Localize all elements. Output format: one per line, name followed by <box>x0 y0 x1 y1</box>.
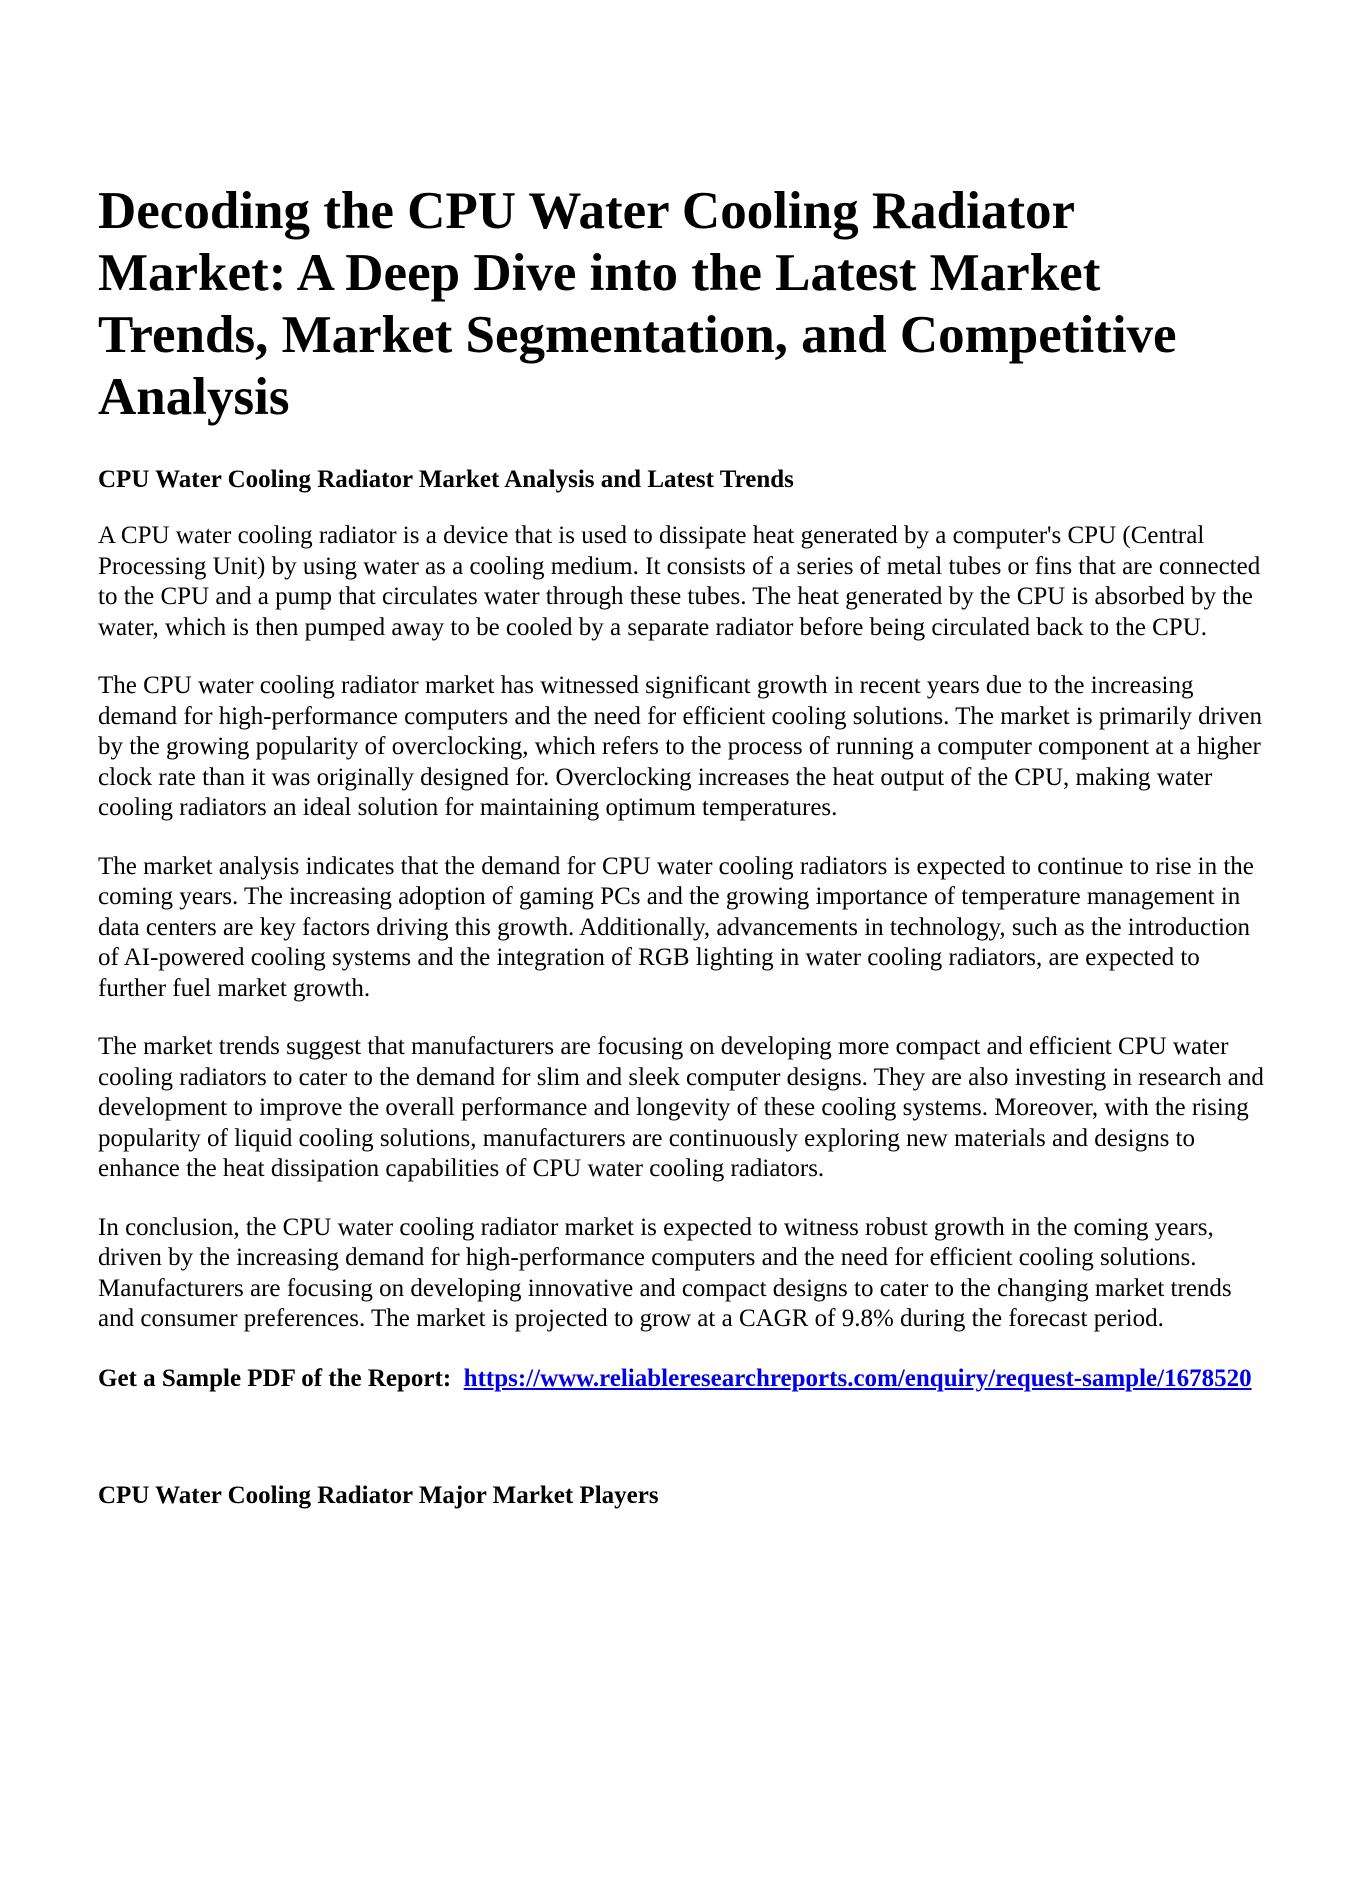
sample-pdf-line <box>98 1363 1268 1394</box>
paragraph-conclusion: In conclusion, the CPU water cooling radiator market is expected to witness robust growth in the coming years, driven by the increasing demand for high-performance computers and the need for efficient cooling solutions. Manufacturers are focusing on developing innovative and compact designs to cater to the changing market trends and consumer preferences. The market is projected to grow at a CAGR of 9.8% during the forecast period. <box>98 1213 1232 1332</box>
paragraph-trends: The market trends suggest that manufacturers are focusing on developing more compact and efficient CPU water cooling radiators to cater to the demand for slim and sleek computer designs. They are also investing in research and development to improve the overall performance and longevity of these cooling systems. Moreover, with the rising popularity of liquid cooling solutions, manufacturers are continuously exploring new materials and designs to enhance the heat dissipation capabilities of CPU water cooling radiators. <box>98 1033 1264 1182</box>
document-page <box>98 180 1268 1511</box>
paragraph-definition: A CPU water cooling radiator is a device that is used to dissipate heat generated by a computer's CPU (Central Processing Unit) by using water as a cooling medium. It consists of a series of metal tubes or fins that are connected to the CPU and a pump that circulates water through these tubes. The heat generated by the CPU is absorbed by the water, which is then pumped away to be cooled by a separate radiator before being circulated back to the CPU. <box>98 522 1261 641</box>
sample-pdf-label: Get a Sample PDF of the Report: <box>98 1364 452 1392</box>
page-title: Decoding the CPU Water Cooling Radiator Market: A Deep Dive into the Latest Market Trends, Market Segmentation, and Competitive Analysis <box>98 182 1177 426</box>
section-heading-analysis: CPU Water Cooling Radiator Market Analysis and Latest Trends <box>98 466 794 493</box>
sample-pdf-link[interactable]: https://www.reliableresearchreports.com/enquiry/request-sample/1678520 <box>463 1364 1252 1392</box>
section-heading-players: CPU Water Cooling Radiator Major Market Players <box>98 1481 659 1509</box>
paragraph-growth: The CPU water cooling radiator market has witnessed significant growth in recent years due to the increasing demand for high-performance computers and the need for efficient cooling solutions. The market is primarily driven by the growing popularity of overclocking, which refers to the process of running a computer component at a higher clock rate than it was originally designed for. Overclocking increases the heat output of the CPU, making water cooling radiators an ideal solution for maintaining optimum temperatures. <box>98 672 1262 821</box>
paragraph-analysis: The market analysis indicates that the demand for CPU water cooling radiators is expected to continue to rise in the coming years. The increasing adoption of gaming PCs and the growing importance of temperature management in data centers are key factors driving this growth. Additionally, advancements in technology, such as the introduction of AI-powered cooling systems and the integration of RGB lighting in water cooling radiators, are expected to further fuel market growth. <box>98 852 1254 1002</box>
